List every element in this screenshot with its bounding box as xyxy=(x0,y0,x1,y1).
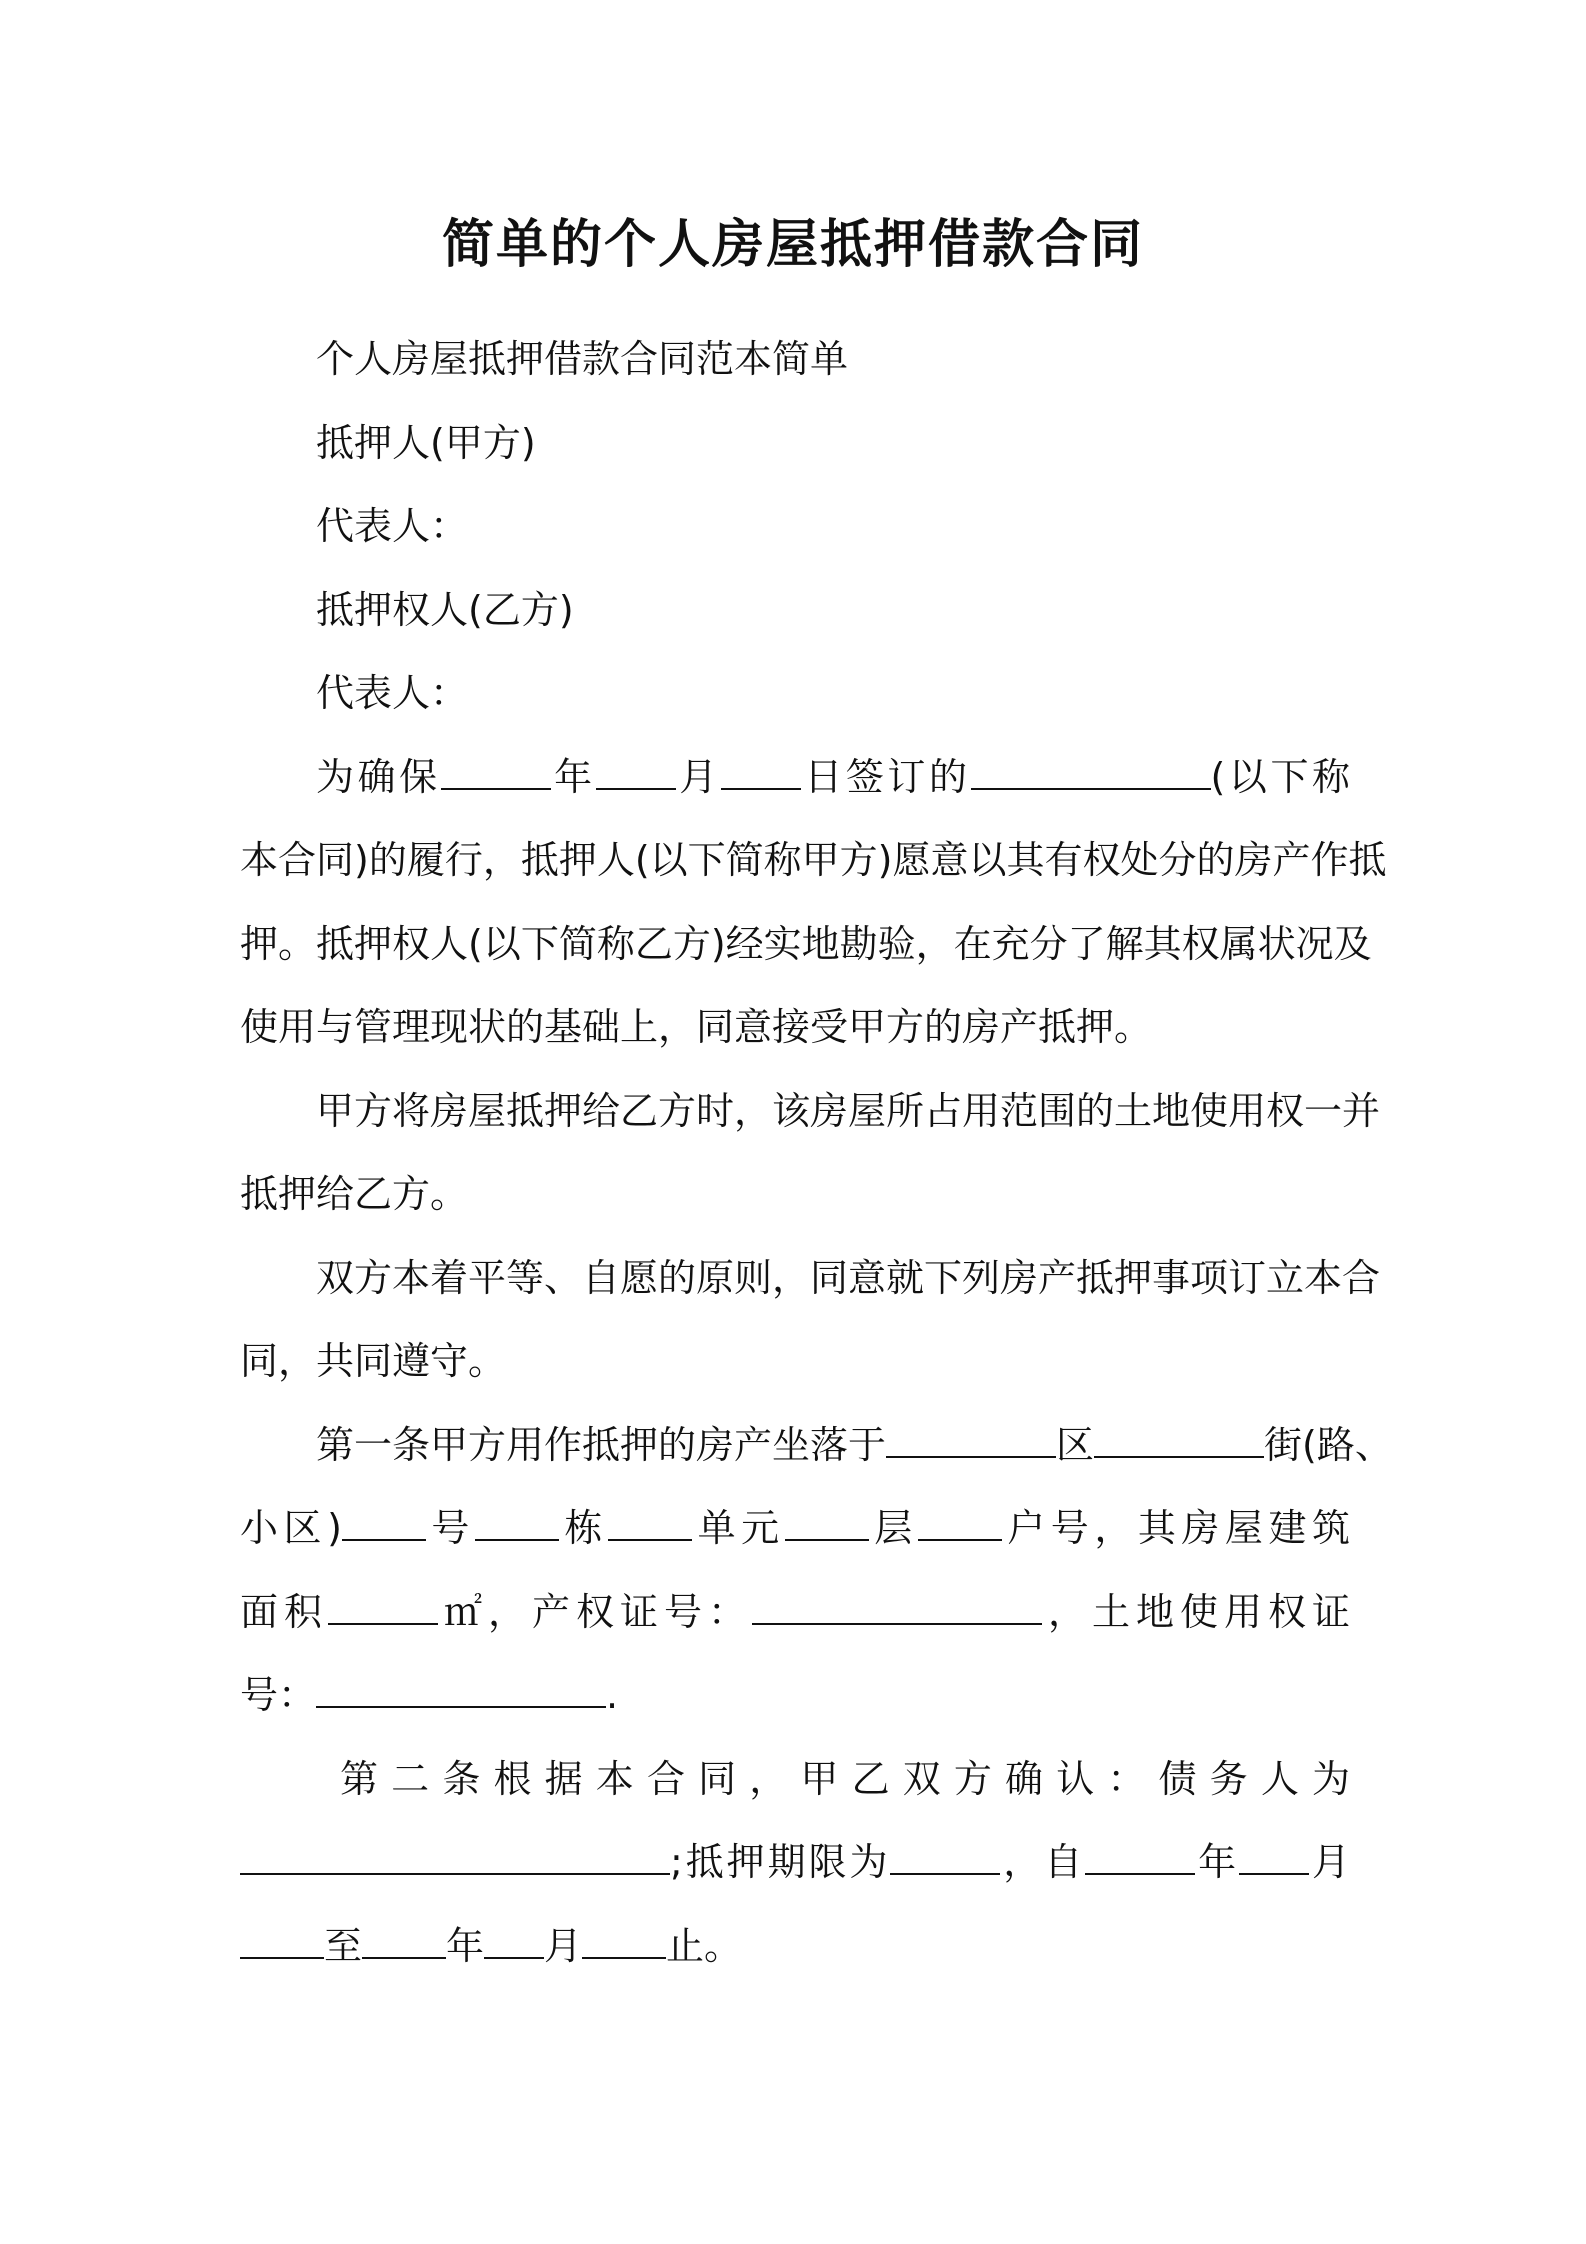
paragraph-3-line-2: 同，共同遵守。 xyxy=(240,1339,507,1383)
paragraph-1-line-3: 押。抵押权人(以下简称乙方)经实地勘验，在充分了解其权属状况及 xyxy=(240,921,1372,966)
blank-field xyxy=(342,1511,426,1541)
paragraph-2-line-1: 甲方将房屋抵押给乙方时，该房屋所占用范围的土地使用权一并 xyxy=(316,1088,1381,1133)
blank-field xyxy=(362,1929,446,1959)
blank-field xyxy=(890,1845,1000,1875)
document-body xyxy=(240,318,1393,1988)
article-1-line-2: 小区) 号 栋 单元 层 户号，其房屋建筑 xyxy=(240,1506,1350,1550)
article-2-line-3: 至 年 月 止。 xyxy=(240,1905,1350,1989)
paragraph-3-line-1: 双方本着平等、自愿的原则，同意就下列房产抵押事项订立本合 xyxy=(316,1255,1381,1300)
article-1-line-3: 面积 ㎡，产权证号： ，土地使用权证 xyxy=(240,1589,1350,1634)
article-1-line-4: 号： . xyxy=(240,1673,619,1717)
blank-field xyxy=(316,1678,606,1708)
blank-field xyxy=(918,1511,1002,1541)
representative-line-a: 代表人： xyxy=(316,504,469,548)
representative-line-b: 代表人： xyxy=(316,671,469,715)
blank-field xyxy=(721,760,801,790)
blank-field xyxy=(1085,1845,1195,1875)
article-2-line-2: ;抵押期限为 ，自 年 月 xyxy=(240,1821,1350,1905)
paragraph-1-line-4: 使用与管理现状的基础上，同意接受甲方的房产抵押。 xyxy=(240,1005,1153,1049)
blank-field xyxy=(785,1511,869,1541)
paragraph-1-line-1: 为确保 年 月 日签订的 (以下称 xyxy=(316,754,1350,799)
paragraph-2-line-2: 抵押给乙方。 xyxy=(240,1172,469,1216)
blank-field xyxy=(240,1929,324,1959)
mortgagor-line: 抵押人(甲方) xyxy=(316,420,536,465)
article-1-line-1: 第一条甲方用作抵押的房产坐落于 区 街(路、 xyxy=(316,1422,1393,1467)
blank-field xyxy=(608,1511,692,1541)
blank-field xyxy=(582,1929,666,1959)
document-title: 简单的个人房屋抵押借款合同 xyxy=(441,215,1144,275)
article-2-line-1: 第二条根据本合同，甲乙双方确认：债务人为 xyxy=(340,1756,1350,1801)
blank-field xyxy=(752,1595,1042,1625)
blank-field xyxy=(441,760,551,790)
blank-field xyxy=(596,760,676,790)
mortgagee-line: 抵押权人(乙方) xyxy=(316,587,574,632)
blank-field xyxy=(886,1428,1056,1458)
blank-field xyxy=(328,1595,438,1625)
blank-field xyxy=(484,1929,544,1959)
blank-field xyxy=(1239,1845,1309,1875)
subtitle-line: 个人房屋抵押借款合同范本简单 xyxy=(316,337,849,381)
blank-field xyxy=(1094,1428,1264,1458)
blank-field xyxy=(475,1511,559,1541)
paragraph-1-line-2: 本合同)的履行，抵押人(以下简称甲方)愿意以其有权处分的房产作抵 xyxy=(240,838,1387,882)
blank-field xyxy=(240,1845,670,1875)
blank-field xyxy=(971,760,1211,790)
